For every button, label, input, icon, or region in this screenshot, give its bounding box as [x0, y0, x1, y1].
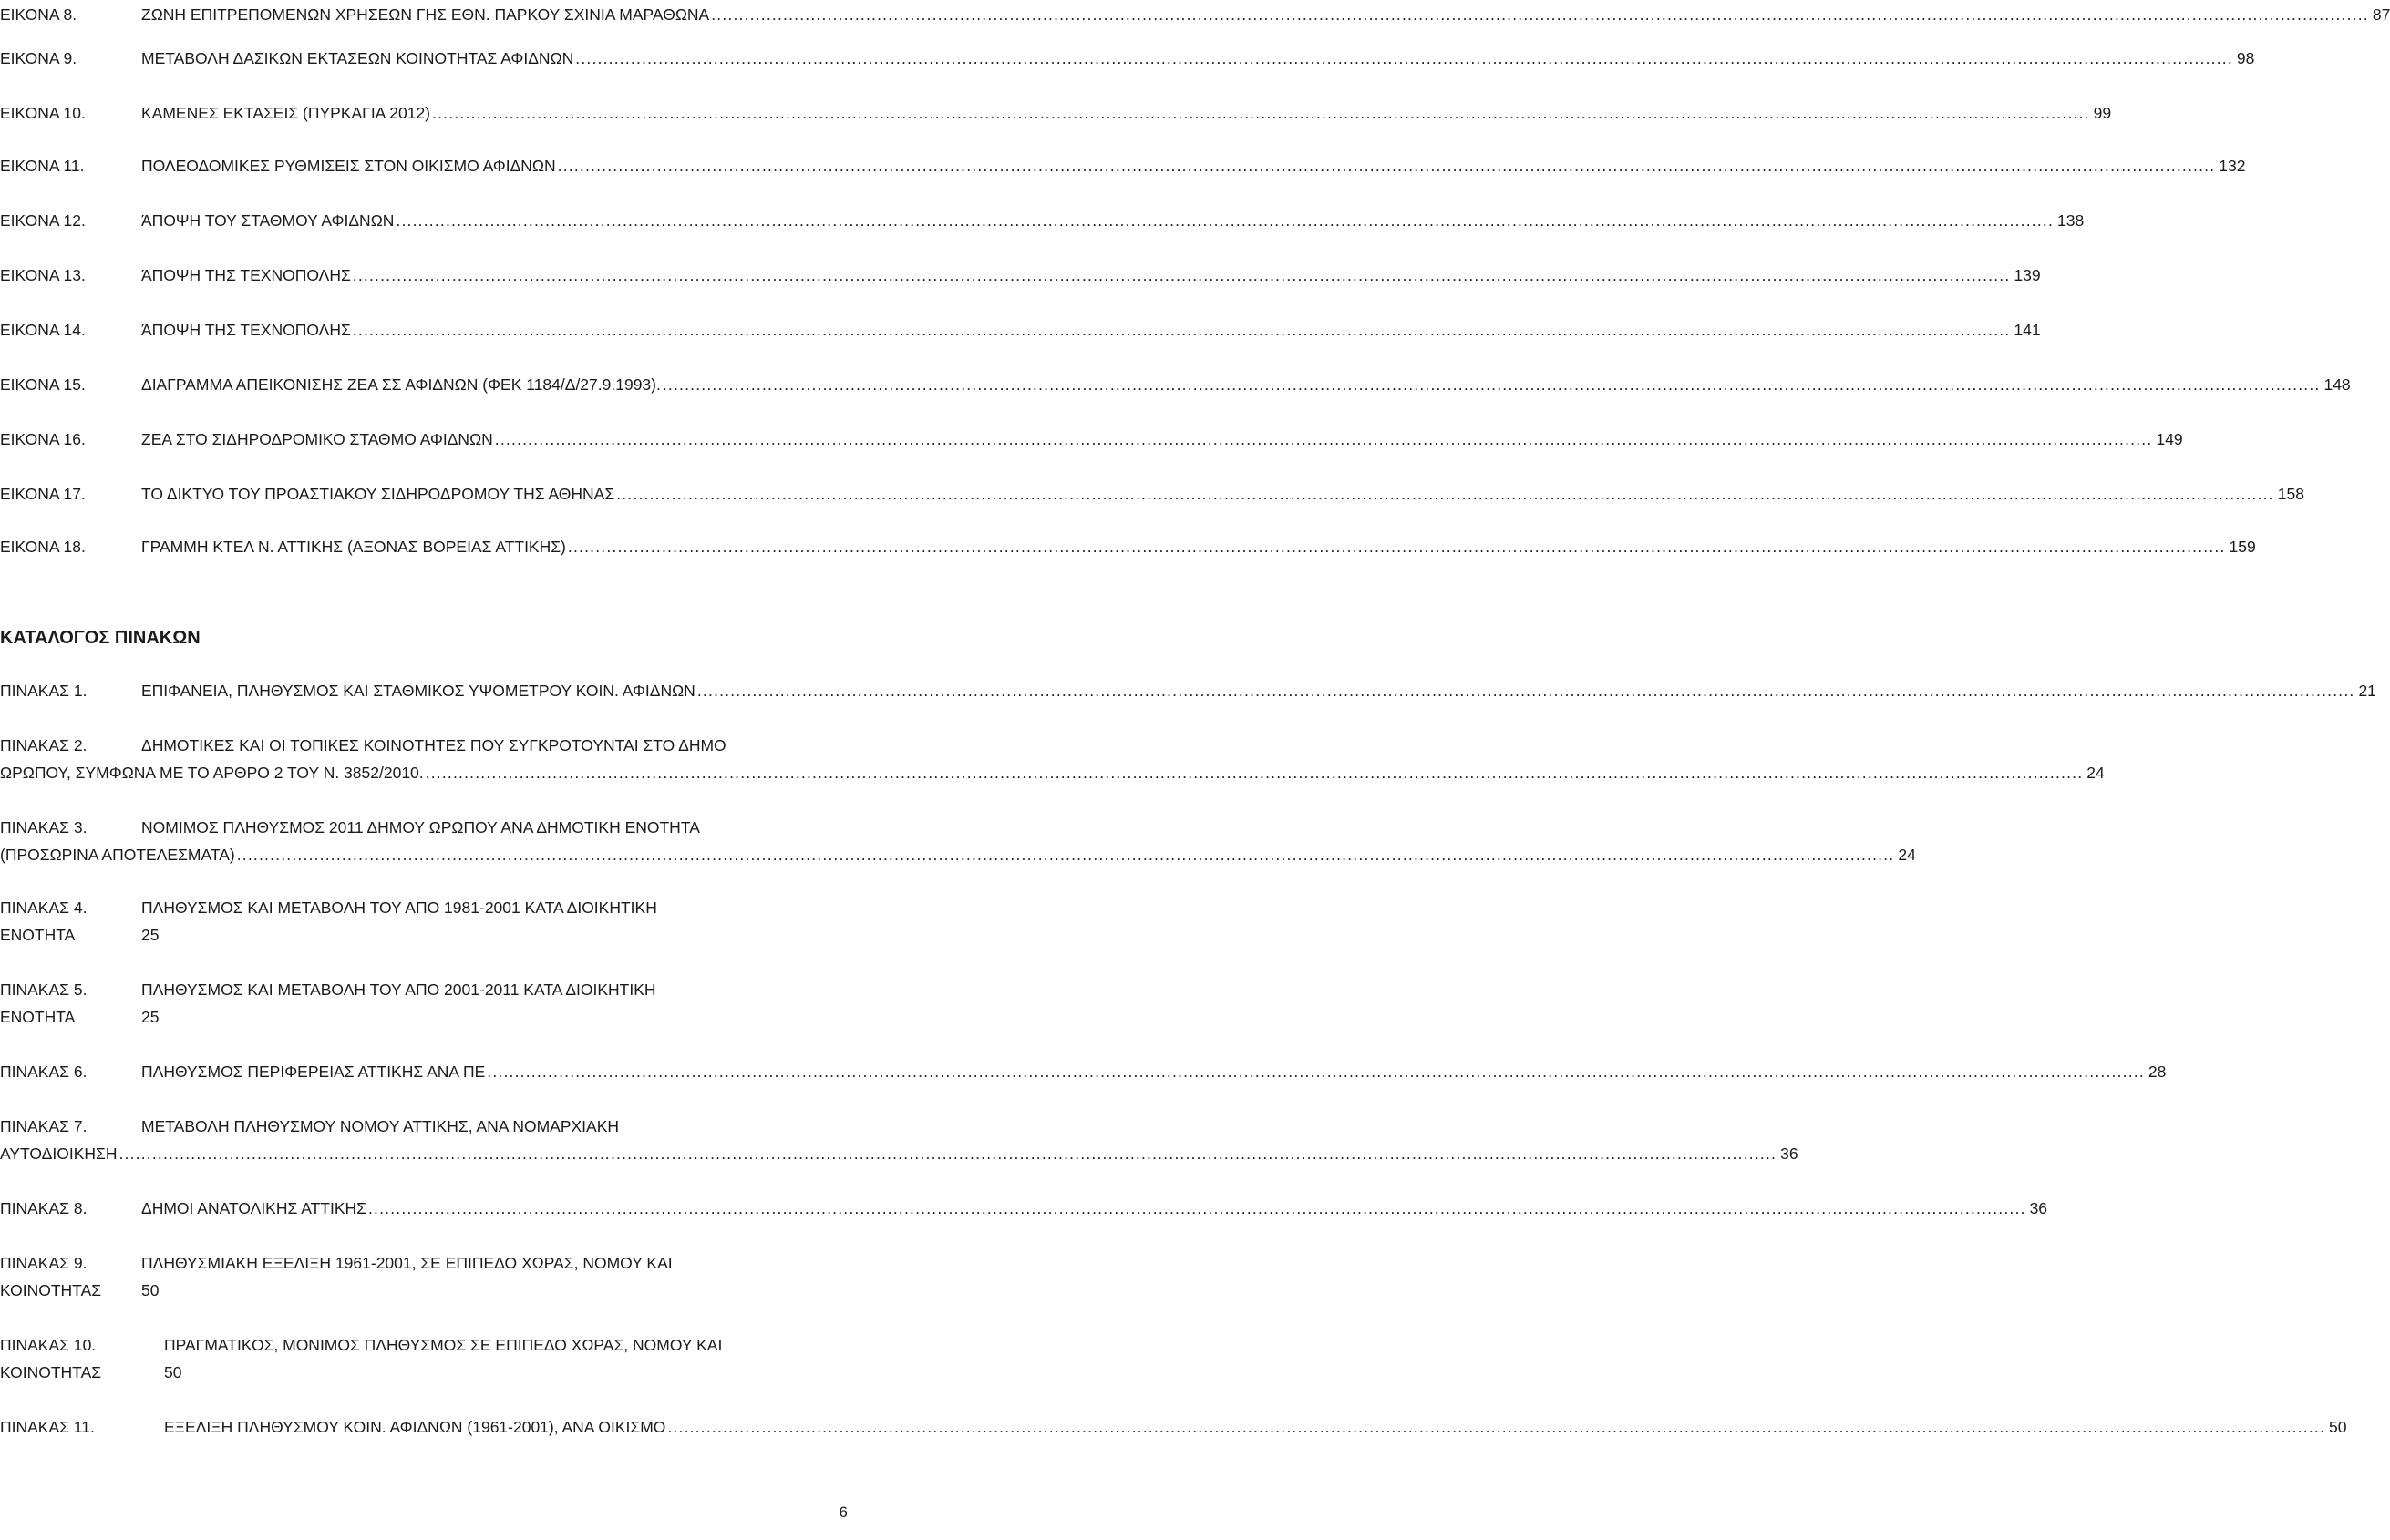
figure-title: ΔΙΑΓΡΑΜΜΑ ΑΠΕΙΚΟΝΙΣΗΣ ΖΕΑ ΣΣ ΑΦΙΔΝΩΝ (ΦΕΚ 1184/Δ/27.9.1993). — [141, 371, 663, 398]
dot-leader: ............................................................................................................................................................................................................................................................................................................ — [662, 375, 2321, 394]
table-entry-line2[interactable] — [0, 841, 1916, 868]
dot-leader: ............................................................................................................................................................................................................................................................................................................ — [494, 430, 2153, 448]
table-page: 21 — [2354, 677, 2375, 704]
table-title-line2: ΩΡΩΠΟΥ, ΣΥΜΦΩΝΑ ΜΕ ΤΟ ΑΡΘΡΟ 2 ΤΟΥ Ν. 3852/2010. — [0, 759, 426, 786]
dot-leader: ............................................................................................................................................................................................................................................................................................................ — [711, 5, 2369, 24]
table-label: ΠΙΝΑΚΑΣ 5. — [0, 980, 88, 999]
figure-entry[interactable] — [0, 533, 2256, 560]
dot-leader: ............................................................................................................................................................................................................................................................................................................ — [425, 764, 2084, 782]
table-title-line1: ΝΟΜΙΜΟΣ ΠΛΗΘΥΣΜΟΣ 2011 ΔΗΜΟΥ ΩΡΩΠΟΥ ΑΝΑ ΔΗΜΟΤΙΚΗ ΕΝΟΤΗΤΑ — [141, 818, 700, 837]
table-page: 36 — [2026, 1195, 2047, 1222]
figure-page: 149 — [2152, 426, 2182, 453]
dot-leader: ............................................................................................................................................................................................................................................................................................................ — [487, 1063, 2145, 1081]
table-entry[interactable] — [0, 1058, 2167, 1085]
dot-leader: ............................................................................................................................................................................................................................................................................................................ — [557, 157, 2216, 175]
figure-page: 98 — [2233, 45, 2254, 72]
figure-title: ΖΩΝΗ ΕΠΙΤΡΕΠΟΜΕΝΩΝ ΧΡΗΣΕΩΝ ΓΗΣ ΕΘΝ. ΠΑΡΚΟΥ ΣΧΙΝΙΑ ΜΑΡΑΘΩΝΑ — [141, 1, 711, 28]
table-title-line2: ΕΝΟΤΗΤΑ — [0, 1008, 76, 1026]
table-page: 24 — [2083, 759, 2104, 786]
table-page: 24 — [1894, 841, 1915, 868]
table-label: ΠΙΝΑΚΑΣ 1. — [0, 682, 88, 700]
dot-leader: ............................................................................................................................................................................................................................................................................................................ — [696, 682, 2355, 700]
figure-title: ΆΠΟΨΗ ΤΗΣ ΤΕΧΝΟΠΟΛΗΣ — [141, 262, 353, 289]
figure-entry[interactable] — [0, 480, 2304, 508]
figure-title: ΤΟ ΔΙΚΤΥΟ ΤΟΥ ΠΡΟΑΣΤΙΑΚΟΥ ΣΙΔΗΡΟΔΡΟΜΟΥ ΤΗΣ ΑΘΗΝΑΣ — [141, 480, 616, 508]
table-title: ΔΗΜΟΙ ΑΝΑΤΟΛΙΚΗΣ ΑΤΤΙΚΗΣ — [141, 1195, 368, 1222]
dot-leader: ............................................................................................................................................................................................................................................................................................................ — [616, 485, 2274, 503]
dot-leader: ............................................................................................................................................................................................................................................................................................................ — [352, 266, 2011, 284]
table-page: 50 — [141, 1281, 160, 1299]
table-entry[interactable] — [0, 1413, 2347, 1441]
dot-leader: ............................................................................................................................................................................................................................................................................................................ — [575, 49, 2233, 67]
dot-leader: ............................................................................................................................................................................................................................................................................................................ — [118, 1145, 1777, 1163]
figure-entry[interactable] — [0, 1, 2390, 28]
figure-page: 159 — [2226, 533, 2256, 560]
figure-page: 141 — [2010, 316, 2040, 344]
figure-entry[interactable] — [0, 262, 2041, 289]
table-title-line2: (ΠΡΟΣΩΡΙΝΑ ΑΠΟΤΕΛΕΣΜΑΤΑ) — [0, 841, 237, 868]
table-entry-line2[interactable] — [0, 1140, 1798, 1167]
table-title-line1: ΠΡΑΓΜΑΤΙΚΟΣ, ΜΟΝΙΜΟΣ ΠΛΗΘΥΣΜΟΣ ΣΕ ΕΠΙΠΕΔΟ ΧΩΡΑΣ, ΝΟΜΟΥ ΚΑΙ — [164, 1336, 723, 1354]
table-label: ΠΙΝΑΚΑΣ 6. — [0, 1063, 88, 1081]
figure-entry[interactable] — [0, 152, 2246, 180]
figure-label: ΕΙΚΟΝΑ 18. — [0, 538, 86, 556]
figure-title: ΆΠΟΨΗ ΤΗΣ ΤΕΧΝΟΠΟΛΗΣ — [141, 316, 353, 344]
dot-leader: ............................................................................................................................................................................................................................................................................................................ — [236, 846, 1895, 864]
dot-leader: ............................................................................................................................................................................................................................................................................................................ — [396, 211, 2055, 230]
table-entry[interactable] — [0, 1195, 2048, 1222]
table-title-line2: ΚΟΙΝΟΤΗΤΑΣ — [0, 1363, 102, 1381]
table-entry-line2[interactable] — [0, 759, 2105, 786]
table-title-line1: ΠΛΗΘΥΣΜΟΣ ΚΑΙ ΜΕΤΑΒΟΛΗ ΤΟΥ ΑΠΟ 2001-2011 ΚΑΤΑ ΔΙΟΙΚΗΤΙΚΗ — [141, 980, 656, 999]
figure-label: ΕΙΚΟΝΑ 9. — [0, 49, 77, 67]
dot-leader: ............................................................................................................................................................................................................................................................................................................ — [667, 1418, 2326, 1436]
figure-entry[interactable] — [0, 99, 2112, 127]
table-title-line1: ΠΛΗΘΥΣΜΙΑΚΗ ΕΞΕΛΙΞΗ 1961-2001, ΣΕ ΕΠΙΠΕΔΟ ΧΩΡΑΣ, ΝΟΜΟΥ ΚΑΙ — [141, 1254, 673, 1272]
table-page: 28 — [2145, 1058, 2166, 1085]
figure-label: ΕΙΚΟΝΑ 17. — [0, 485, 86, 503]
figure-title: ΖΕΑ ΣΤΟ ΣΙΔΗΡΟΔΡΟΜΙΚΟ ΣΤΑΘΜΟ ΑΦΙΔΝΩΝ — [141, 426, 495, 453]
figure-entry[interactable] — [0, 316, 2041, 344]
table-title: ΕΠΙΦΑΝΕΙΑ, ΠΛΗΘΥΣΜΟΣ ΚΑΙ ΣΤΑΘΜΙΚΟΣ ΥΨΟΜΕΤΡΟΥ ΚΟΙΝ. ΑΦΙΔΝΩΝ — [141, 677, 697, 704]
table-label: ΠΙΝΑΚΑΣ 7. — [0, 1117, 88, 1135]
figure-label: ΕΙΚΟΝΑ 11. — [0, 157, 85, 175]
figure-page: 132 — [2215, 152, 2245, 180]
table-page: 25 — [141, 1008, 160, 1026]
figure-title: ΆΠΟΨΗ ΤΟΥ ΣΤΑΘΜΟΥ ΑΦΙΔΝΩΝ — [141, 207, 396, 234]
tables-list-heading: ΚΑΤΑΛΟΓΟΣ ΠΙΝΑΚΩΝ — [0, 628, 201, 648]
table-title: ΠΛΗΘΥΣΜΟΣ ΠΕΡΙΦΕΡΕΙΑΣ ΑΤΤΙΚΗΣ ΑΝΑ ΠΕ — [141, 1058, 487, 1085]
table-label: ΠΙΝΑΚΑΣ 8. — [0, 1199, 88, 1217]
table-label: ΠΙΝΑΚΑΣ 4. — [0, 898, 88, 917]
table-label: ΠΙΝΑΚΑΣ 11. — [0, 1418, 95, 1436]
dot-leader: ............................................................................................................................................................................................................................................................................................................ — [352, 321, 2011, 339]
figure-label: ΕΙΚΟΝΑ 14. — [0, 321, 86, 339]
dot-leader: ............................................................................................................................................................................................................................................................................................................ — [367, 1199, 2026, 1217]
table-label: ΠΙΝΑΚΑΣ 2. — [0, 736, 88, 755]
figure-label: ΕΙΚΟΝΑ 10. — [0, 104, 86, 122]
table-label: ΠΙΝΑΚΑΣ 9. — [0, 1254, 88, 1272]
figure-title: ΚΑΜΕΝΕΣ ΕΚΤΑΣΕΙΣ (ΠΥΡΚΑΓΙΑ 2012) — [141, 99, 432, 127]
figure-label: ΕΙΚΟΝΑ 13. — [0, 266, 86, 284]
table-label: ΠΙΝΑΚΑΣ 10. — [0, 1336, 97, 1354]
table-entry[interactable] — [0, 677, 2376, 704]
figure-label: ΕΙΚΟΝΑ 12. — [0, 211, 86, 230]
table-title-line1: ΠΛΗΘΥΣΜΟΣ ΚΑΙ ΜΕΤΑΒΟΛΗ ΤΟΥ ΑΠΟ 1981-2001 ΚΑΤΑ ΔΙΟΙΚΗΤΙΚΗ — [141, 898, 657, 917]
figure-label: ΕΙΚΟΝΑ 16. — [0, 430, 86, 448]
table-page: 50 — [2325, 1413, 2346, 1441]
figure-page: 158 — [2274, 480, 2304, 508]
dot-leader: ............................................................................................................................................................................................................................................................................................................ — [567, 538, 2226, 556]
table-title-line2: ΚΟΙΝΟΤΗΤΑΣ — [0, 1281, 102, 1299]
figure-entry[interactable] — [0, 371, 2351, 398]
table-page: 25 — [141, 926, 160, 944]
table-title: ΕΞΕΛΙΞΗ ΠΛΗΘΥΣΜΟΥ ΚΟΙΝ. ΑΦΙΔΝΩΝ (1961-2001), ΑΝΑ ΟΙΚΙΣΜΟ — [164, 1413, 667, 1441]
figure-page: 148 — [2320, 371, 2350, 398]
dot-leader: ............................................................................................................................................................................................................................................................................................................ — [432, 104, 2090, 122]
figure-title: ΠΟΛΕΟΔΟΜΙΚΕΣ ΡΥΘΜΙΣΕΙΣ ΣΤΟΝ ΟΙΚΙΣΜΟ ΑΦΙΔΝΩΝ — [141, 152, 558, 180]
figure-page: 99 — [2090, 99, 2111, 127]
figure-entry[interactable] — [0, 45, 2255, 72]
figure-title: ΓΡΑΜΜΗ ΚΤΕΛ Ν. ΑΤΤΙΚΗΣ (ΑΞΟΝΑΣ ΒΟΡΕΙΑΣ ΑΤΤΙΚΗΣ) — [141, 533, 568, 560]
table-title-line2: ΑΥΤΟΔΙΟΙΚΗΣΗ — [0, 1140, 118, 1167]
figure-page: 87 — [2369, 1, 2390, 28]
table-page: 50 — [164, 1363, 182, 1381]
figure-page: 139 — [2010, 262, 2040, 289]
figure-label: ΕΙΚΟΝΑ 8. — [0, 5, 77, 24]
figure-label: ΕΙΚΟΝΑ 15. — [0, 375, 86, 394]
page-number: 6 — [839, 1504, 848, 1521]
table-title-line1: ΔΗΜΟΤΙΚΕΣ ΚΑΙ ΟΙ ΤΟΠΙΚΕΣ ΚΟΙΝΟΤΗΤΕΣ ΠΟΥ ΣΥΓΚΡΟΤΟΥΝΤΑΙ ΣΤΟ ΔΗΜΟ — [141, 736, 726, 755]
table-title-line2: ΕΝΟΤΗΤΑ — [0, 926, 76, 944]
table-page: 36 — [1777, 1140, 1798, 1167]
figure-entry[interactable] — [0, 426, 2183, 453]
figure-page: 138 — [2054, 207, 2084, 234]
table-title-line1: ΜΕΤΑΒΟΛΗ ΠΛΗΘΥΣΜΟΥ ΝΟΜΟΥ ΑΤΤΙΚΗΣ, ΑΝΑ ΝΟΜΑΡΧΙΑΚΗ — [141, 1117, 620, 1135]
table-label: ΠΙΝΑΚΑΣ 3. — [0, 818, 88, 837]
figure-entry[interactable] — [0, 207, 2085, 234]
figure-title: ΜΕΤΑΒΟΛΗ ΔΑΣΙΚΩΝ ΕΚΤΑΣΕΩΝ ΚΟΙΝΟΤΗΤΑΣ ΑΦΙΔΝΩΝ — [141, 45, 575, 72]
